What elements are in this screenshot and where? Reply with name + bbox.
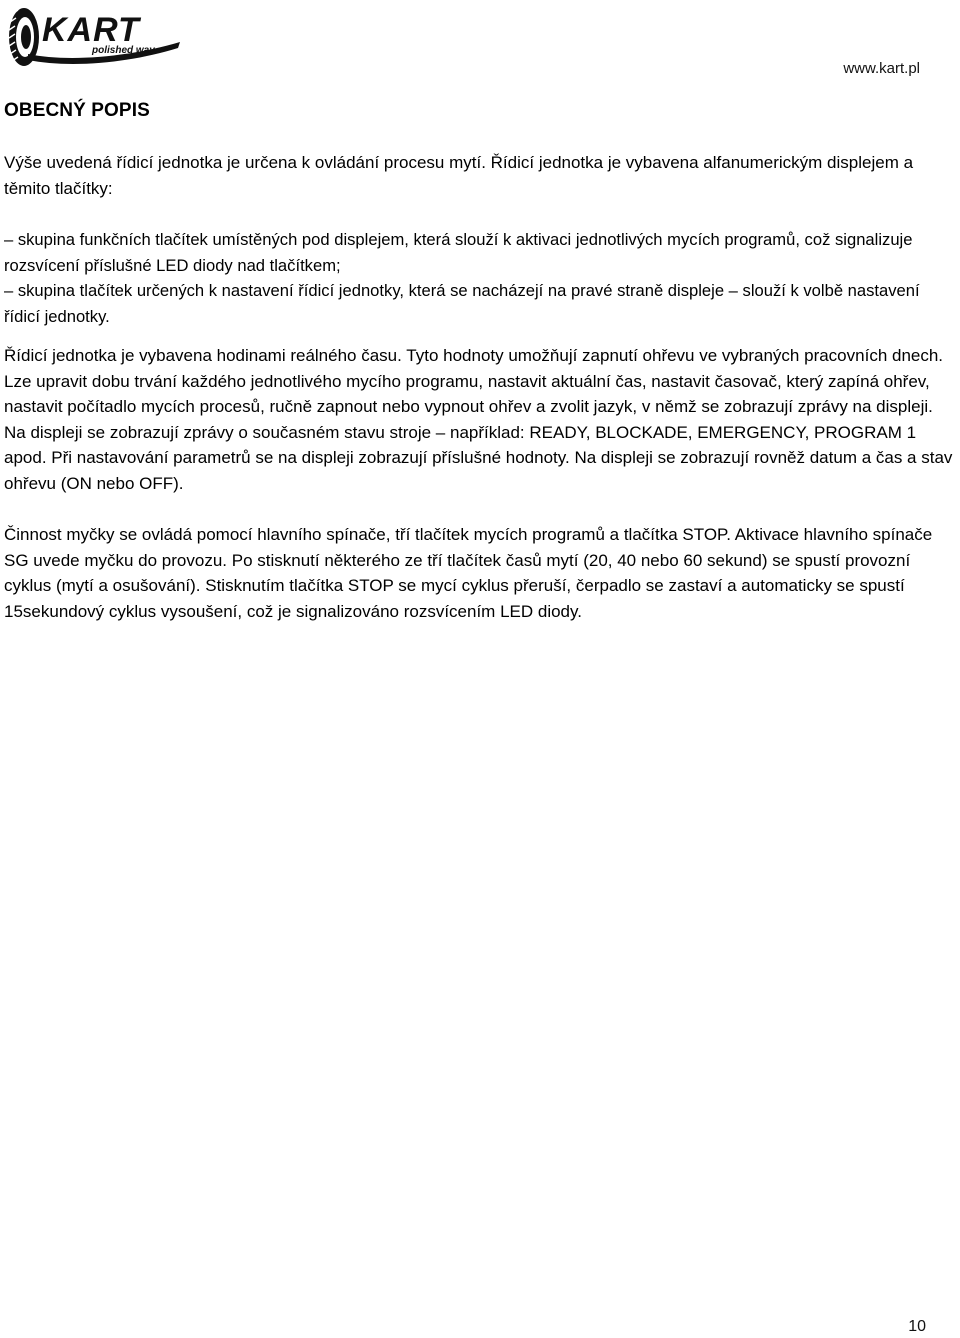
website-url: www.kart.pl: [843, 60, 920, 77]
body-text: [4, 150, 958, 624]
button-groups-list: [4, 227, 958, 329]
logo-tagline: polished way: [92, 45, 155, 56]
display-paragraph: Na displeji se zobrazují zprávy o současném stavu stroje – například: READY, BLOCKADE, EMERGENCY, PROGRAM 1 apod. Při nastavování parametrů se na displeji zobrazují příslušné hodnoty. Na displeji se zobrazují rovněž datum a čas a stav ohřevu (ON nebo OFF).: [4, 422, 953, 493]
intro-paragraph: Výše uvedená řídicí jednotka je určena k ovládání procesu mytí. Řídicí jednotka je vybavena alfanumerickým displejem a těmito tlačítky:: [4, 153, 914, 198]
operation-paragraph: Činnost myčky se ovládá pomocí hlavního spínače, tří tlačítek mycích programů a tlačítka STOP. Aktivace hlavního spínače SG uvede myčku do provozu. Po stisknutí některého ze tří tlačítek časů mytí (20, 40 nebo 60 sekund) se spustí provozní cyklus (mytí a osušování). Stisknutím tlačítka STOP se mycí cyklus přeruší, čerpadlo se zastaví a automaticky se spustí 15sekundový cyklus vysoušení, což je signalizováno rozsvícením LED diody.: [4, 525, 933, 621]
list-item: – skupina funkčních tlačítek umístěných pod displejem, která slouží k aktivaci jednotlivých mycích programů, což signalizuje rozsvícení příslušné LED diody nad tlačítkem;: [4, 230, 913, 275]
section-title: OBECNÝ POPIS: [4, 100, 150, 121]
page-number: 10: [908, 1318, 926, 1335]
logo-wordmark: KART: [42, 11, 140, 49]
kart-logo: [6, 4, 182, 70]
clock-paragraph: Řídicí jednotka je vybavena hodinami reálného času. Tyto hodnoty umožňují zapnutí ohřevu ve vybraných pracovních dnech. Lze upravit dobu trvání každého jednotlivého mycího programu, nastavit aktuální čas, nastavit časovač, který zapíná ohřev, nastavit počítadlo mycích procesů, ručně zapnout nebo vypnout ohřev a zvolit jazyk, v němž se zobrazují zprávy na displeji.: [4, 346, 944, 416]
list-item: – skupina tlačítek určených k nastavení řídicí jednotky, která se nacházejí na pravé straně displeje – slouží k volbě nastavení řídicí jednotky.: [4, 281, 920, 326]
